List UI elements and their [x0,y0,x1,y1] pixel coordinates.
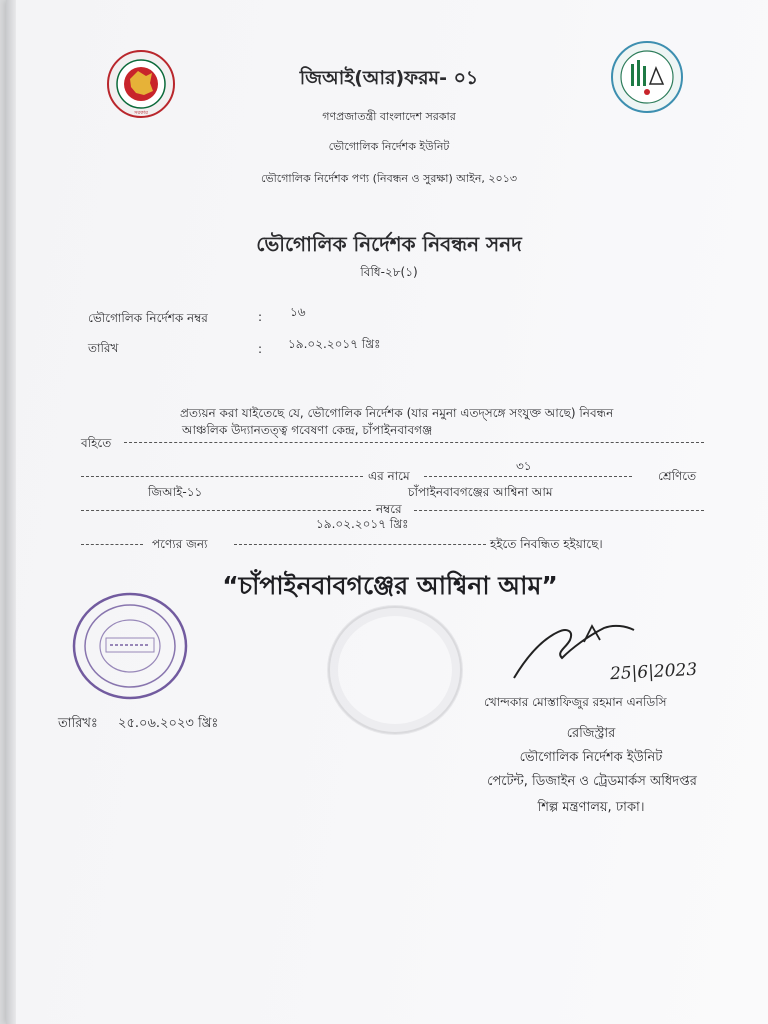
registrar-name: খোন্দকার মোস্তাফিজুর রহমান এনডিসি [484,695,667,709]
registered-label: হইতে নিবন্ধিত হইয়াছে। [490,537,603,551]
page-edge [6,0,16,1024]
registry-stamp [70,590,190,702]
rule-number: বিধি-২৮(১) [360,265,418,279]
class-number: ৩১ [516,459,532,473]
registrar-department: পেটেন্ট, ডিজাইন ও ট্রেডমার্কস অধিদপ্তর [487,774,697,789]
bohite-label: বহিতে [81,436,112,450]
certificate-page [6,0,768,1024]
fill-line [124,442,704,443]
fill-line [414,510,704,511]
govt-seal-logo [106,49,176,119]
form-number: জিআই(আর)ফরম- ০১ [299,67,479,89]
registrar-designation: রেজিস্ট্রার [566,726,616,741]
date-colon: : [258,342,263,356]
govt-name: গণপ্রজাতন্ত্রী বাংলাদেশ সরকার [322,110,456,123]
fill-line [81,510,371,511]
certificate-title: ভৌগোলিক নির্দেশক নিবন্ধন সনদ [256,232,522,256]
registration-date: ১৯.০২.২০১৭ খ্রিঃ [316,517,409,531]
certify-line: প্রত্যয়ন করা যাইতেছে যে, ভৌগোলিক নির্দেশক (যার নমুনা এতদ্সঙ্গে সংযুক্ত আছে) নিবন্ধন [180,406,614,420]
act-name: ভৌগোলিক নির্দেশক পণ্য (নিবন্ধন ও সুরক্ষা) আইন, ২০১৩ [261,172,517,185]
issue-date-label: তারিখঃ [58,716,98,731]
gi-number-label: ভৌগোলিক নির্দেশক নম্বর [88,311,208,325]
patent-office-logo [610,40,684,114]
gi-number-colon: : [258,310,263,324]
handwritten-date: 25|6|2023 [609,659,698,685]
fill-line [424,476,632,477]
unit-name: ভৌগোলিক নির্দেশক ইউনিট [328,140,450,153]
gi-code: জিআই-১১ [148,485,203,499]
date-value: ১৯.০২.২০১৭ খ্রিঃ [288,337,381,351]
product-title: “চাঁপাইনবাবগঞ্জের আশ্বিনা আম” [222,571,558,600]
embossed-seal [328,606,462,734]
gi-number-value: ১৬ [290,305,306,319]
registrar-unit: ভৌগোলিক নির্দেশক ইউনিট [519,750,663,765]
product-name-inline: চাঁপাইনবাবগঞ্জের আশ্বিনা আম [408,485,553,499]
ponner-jonno-label: পণ্যের জন্য [152,537,208,551]
fill-line [81,476,363,477]
svg-text:সরকার: সরকার [134,110,148,116]
holder-name: আঞ্চলিক উদ্যানতত্ত্ব গবেষণা কেন্দ্র, চাঁপাইনবাবগঞ্জ [182,423,433,437]
issue-date-value: ২৫.০৬.২০২৩ খ্রিঃ [118,716,219,731]
registrar-ministry: শিল্প মন্ত্রণালয়, ঢাকা। [537,800,645,815]
fill-line [81,544,143,545]
naame-label: এর নামে [368,469,410,483]
fill-line [234,544,486,545]
nombore-label: নম্বরে [376,502,402,516]
shreni-label: শ্রেণিতে [658,469,697,483]
date-label: তারিখ [88,341,119,355]
